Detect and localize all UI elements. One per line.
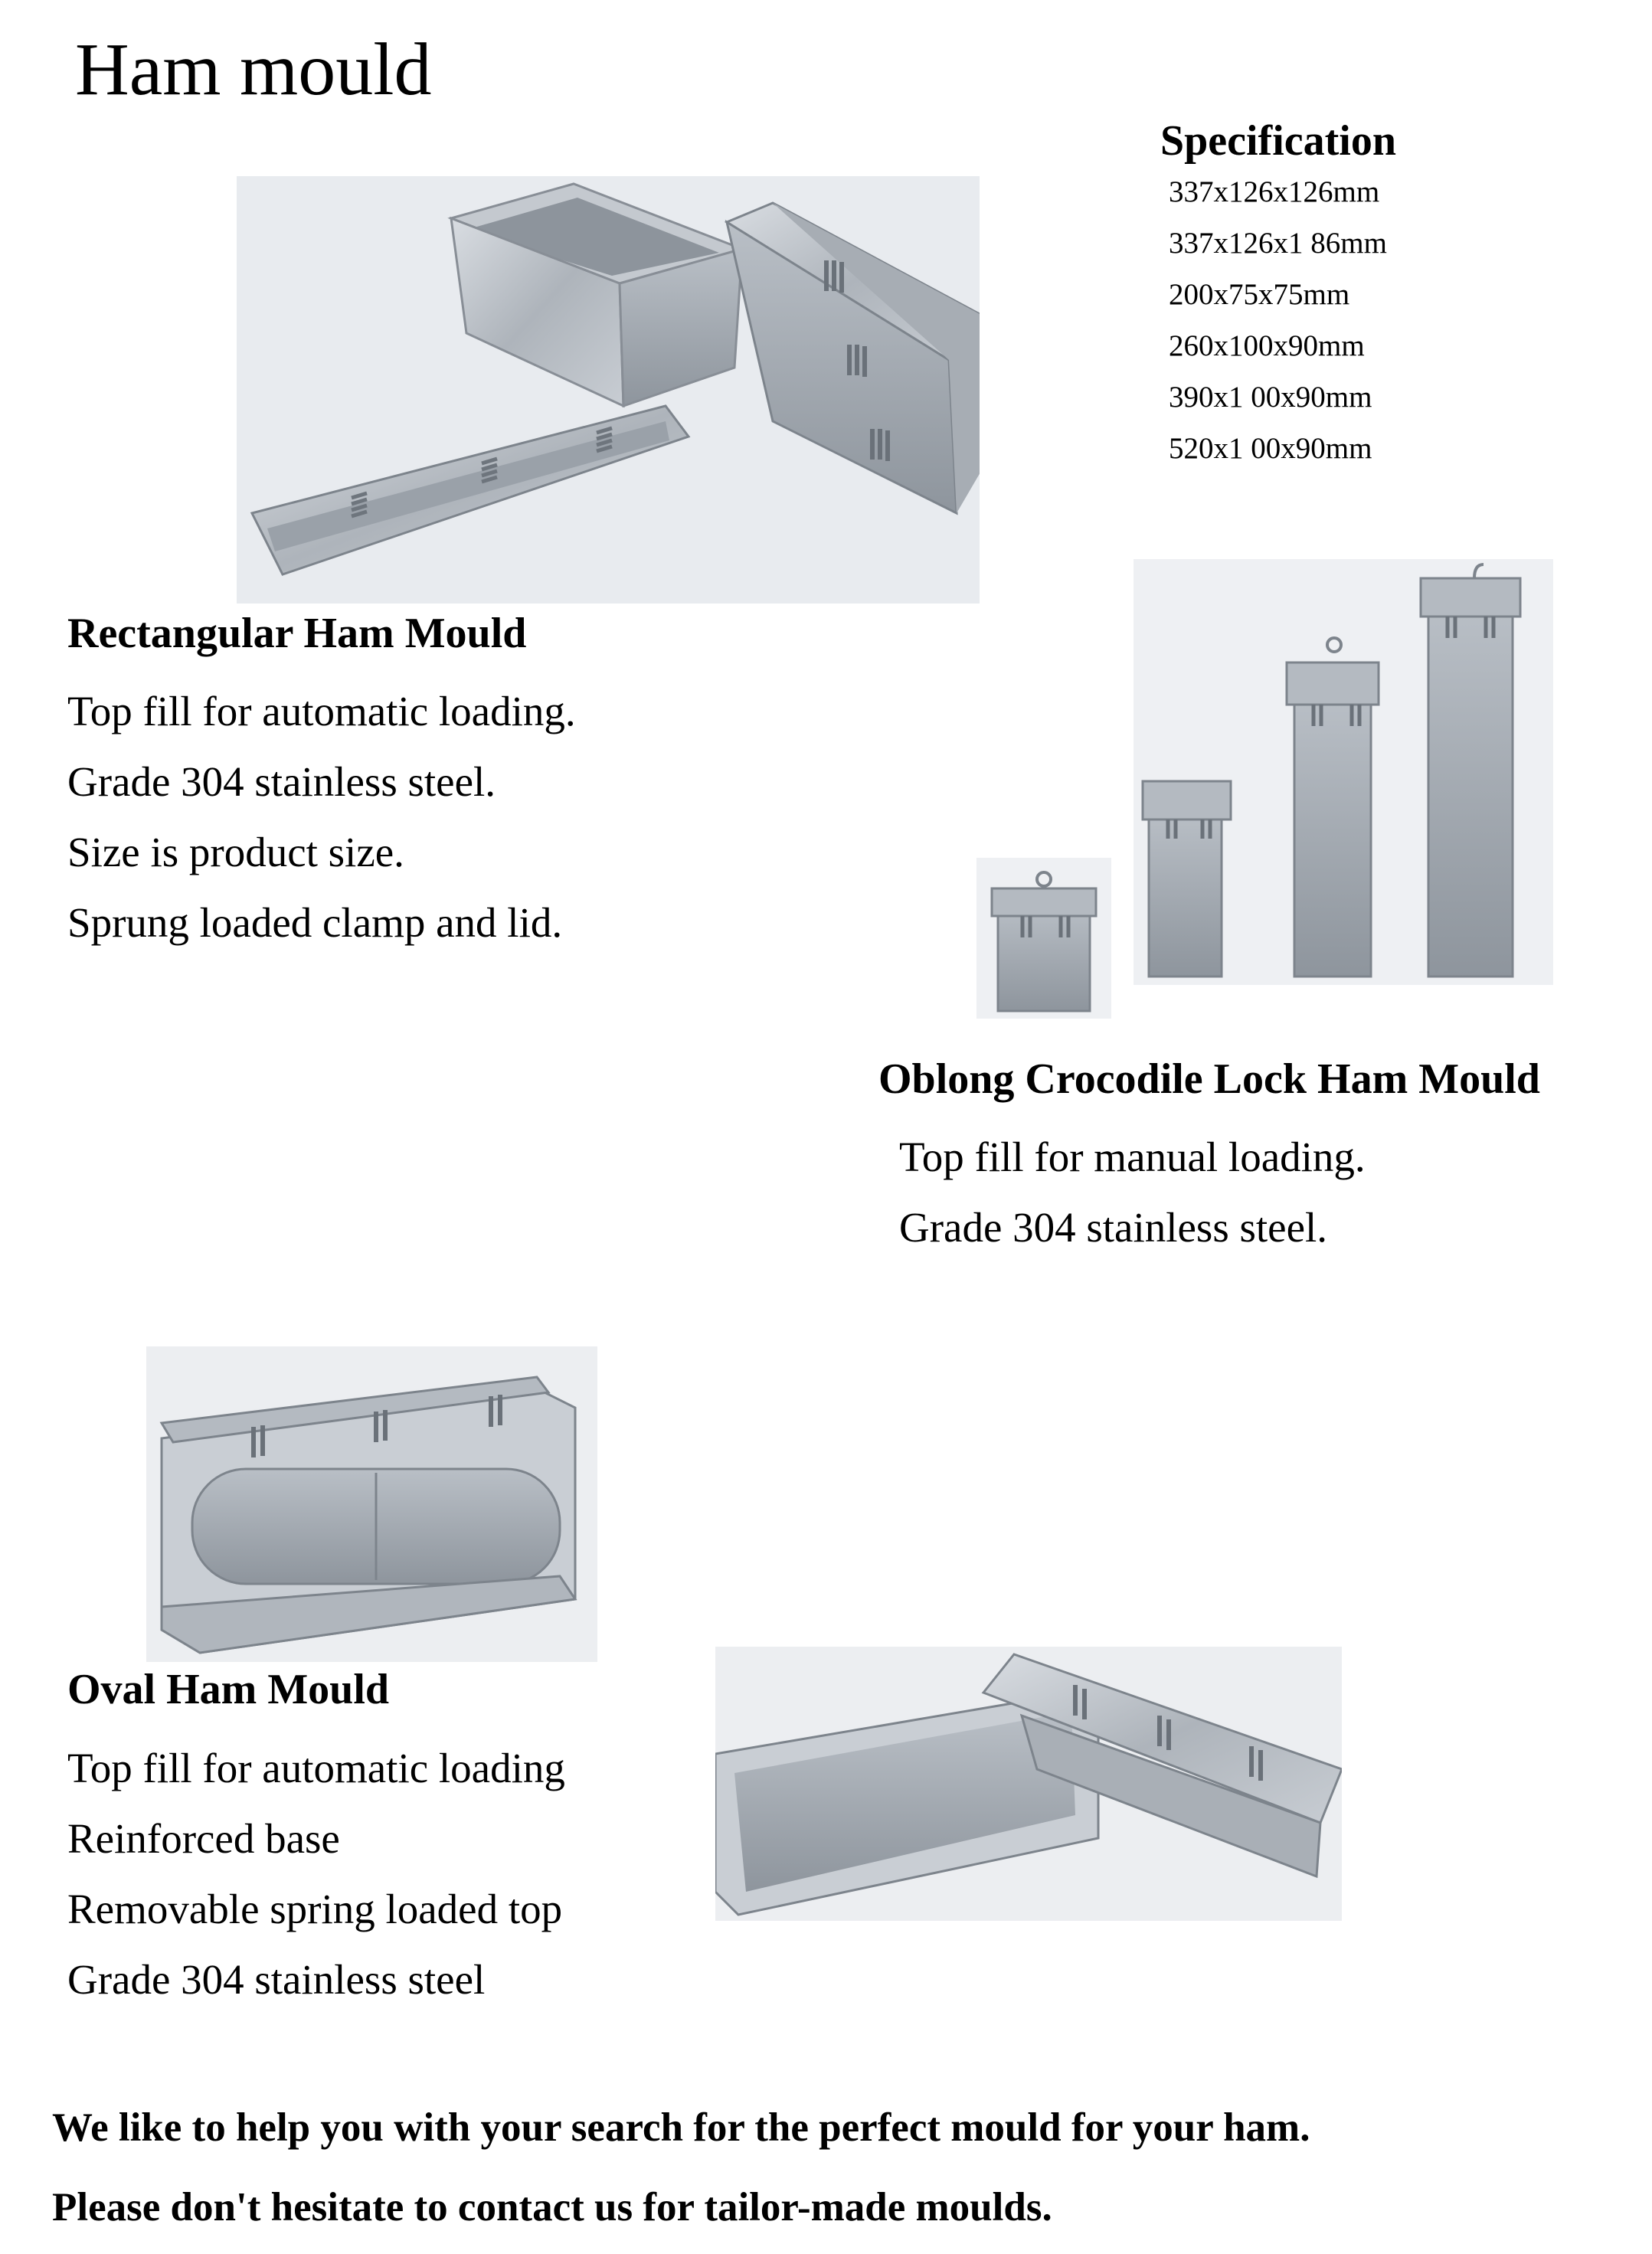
feature-item: Size is product size. bbox=[67, 829, 404, 875]
oval-features bbox=[67, 1742, 565, 2024]
oval-heading: Oval Ham Mould bbox=[67, 1666, 390, 1713]
page-title: Ham mould bbox=[75, 28, 432, 111]
specification-list bbox=[1169, 172, 1387, 480]
specification-heading: Specification bbox=[1160, 117, 1396, 165]
spec-size: 520x1 00x90mm bbox=[1169, 432, 1372, 465]
oblong-heading: Oblong Crocodile Lock Ham Mould bbox=[878, 1055, 1540, 1103]
spec-size: 200x75x75mm bbox=[1169, 278, 1350, 311]
feature-item: Top fill for automatic loading. bbox=[67, 688, 576, 734]
feature-item: Grade 304 stainless steel. bbox=[899, 1204, 1328, 1251]
rectangular-features bbox=[67, 685, 576, 967]
feature-item: Grade 304 stainless steel. bbox=[67, 758, 496, 805]
oval-ham-mould-open-photo bbox=[715, 1647, 1342, 1921]
oblong-features bbox=[899, 1131, 1366, 1272]
footer-line-1: We like to help you with your search for the perfect mould for your ham. bbox=[52, 2105, 1310, 2150]
feature-item: Top fill for manual loading. bbox=[899, 1134, 1366, 1180]
spec-size: 337x126x1 86mm bbox=[1169, 227, 1387, 260]
rectangular-heading: Rectangular Ham Mould bbox=[67, 610, 527, 657]
feature-item: Top fill for automatic loading bbox=[67, 1745, 565, 1791]
rectangular-ham-mould-photo bbox=[237, 176, 980, 604]
footer-line-2: Please don't hesitate to contact us for tailor-made moulds. bbox=[52, 2185, 1052, 2229]
oblong-crocodile-lock-photo bbox=[1134, 559, 1553, 985]
oblong-small-mould-photo bbox=[976, 858, 1111, 1019]
spec-size: 390x1 00x90mm bbox=[1169, 381, 1372, 414]
feature-item: Reinforced base bbox=[67, 1815, 340, 1862]
feature-item: Sprung loaded clamp and lid. bbox=[67, 899, 563, 946]
spec-size: 260x100x90mm bbox=[1169, 329, 1365, 362]
spec-size: 337x126x126mm bbox=[1169, 175, 1380, 208]
oval-ham-mould-photo bbox=[146, 1346, 597, 1662]
feature-item: Grade 304 stainless steel bbox=[67, 1956, 486, 2003]
feature-item: Removable spring loaded top bbox=[67, 1886, 563, 1932]
